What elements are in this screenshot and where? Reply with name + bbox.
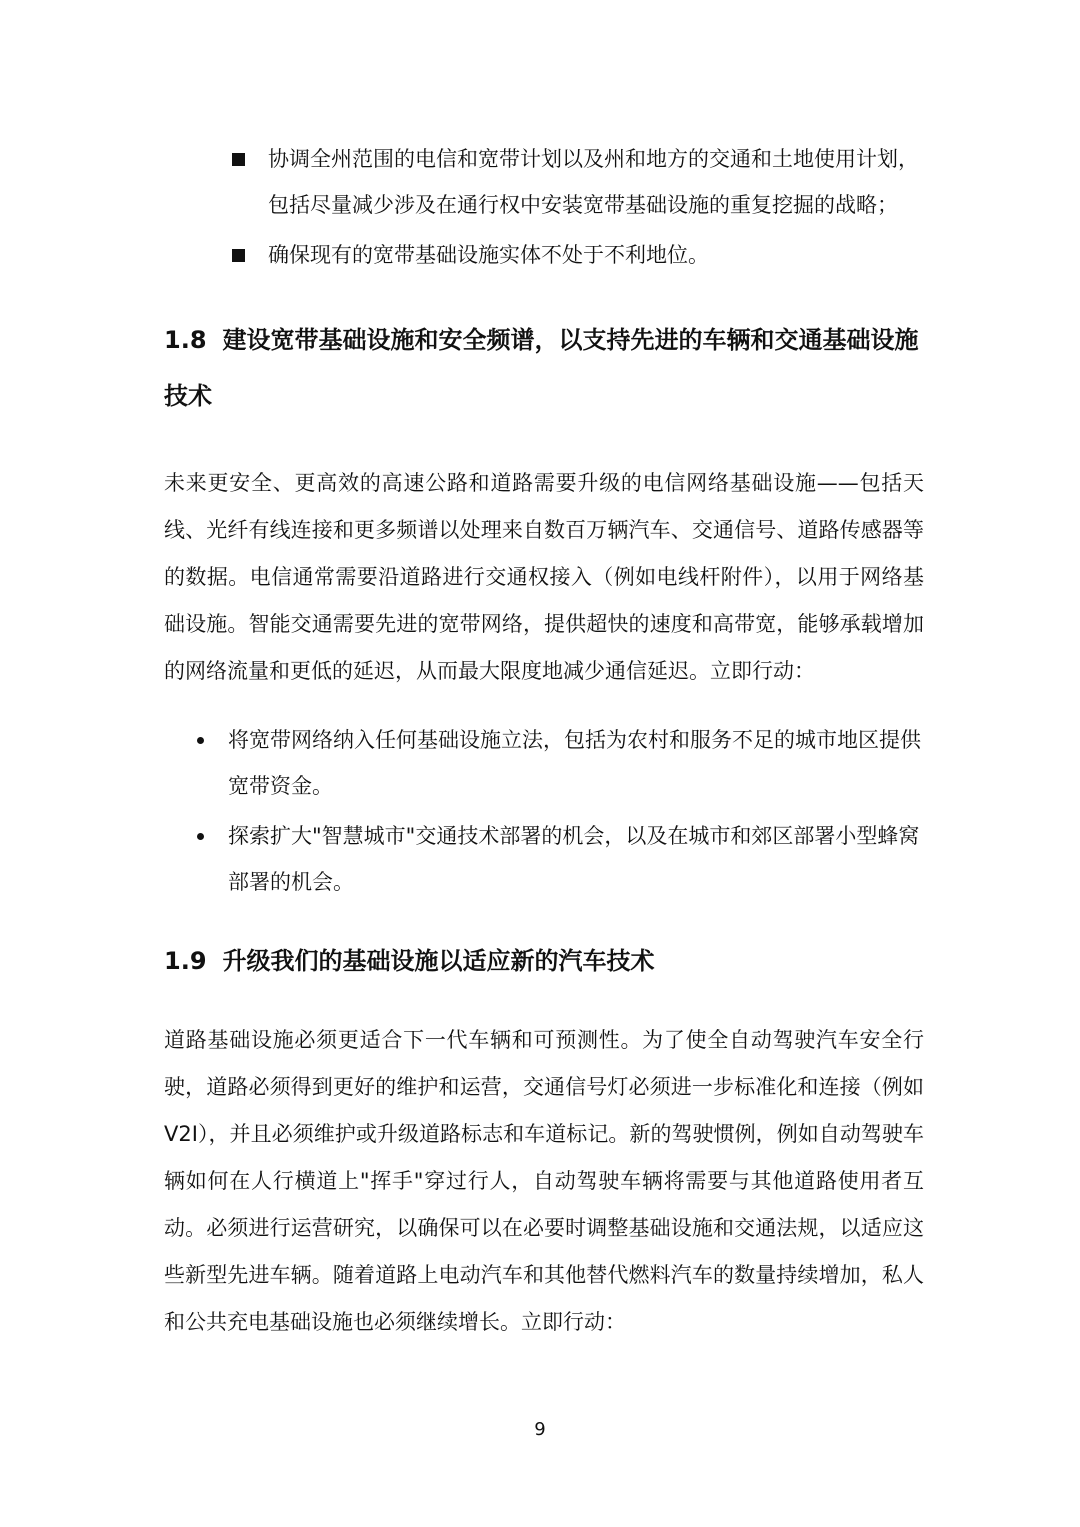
- square-bullet-icon: [232, 249, 245, 262]
- list-item: [164, 717, 924, 809]
- list-item: [164, 232, 924, 278]
- square-bullet-list: [164, 136, 924, 278]
- dot-bullet-list: [164, 717, 924, 905]
- list-item-text: 协调全州范围的电信和宽带计划以及州和地方的交通和土地使用计划，包括尽量减少涉及在通行权中安装宽带基础设施的重复挖掘的战略；: [268, 147, 919, 217]
- list-item: [164, 136, 924, 228]
- list-item-text: 确保现有的宽带基础设施实体不处于不利地位。: [268, 243, 709, 267]
- list-item-text: 将宽带网络纳入任何基础设施立法，包括为农村和服务不足的城市地区提供宽带资金。: [228, 728, 921, 798]
- section-paragraph: 未来更安全、更高效的高速公路和道路需要升级的电信网络基础设施——包括天线、光纤有线连接和更多频谱以处理来自数百万辆汽车、交通信号、道路传感器等的数据。电信通常需要沿道路进行交通权接入（例如电线杆附件），以用于网络基础设施。智能交通需要先进的宽带网络，提供超快的速度和高带宽，能够承载增加的网络流量和更低的延迟，从而最大限度地减少通信延迟。立即行动：: [164, 471, 924, 683]
- square-bullet-icon: [232, 153, 245, 166]
- section-heading-1-8: [164, 312, 924, 424]
- section-number: 1.8: [164, 326, 207, 354]
- section-number: 1.9: [164, 947, 207, 975]
- dot-bullet-icon: [197, 737, 204, 744]
- section-heading-1-9: [164, 933, 924, 989]
- page-number: 9: [534, 1419, 546, 1440]
- list-item: [164, 813, 924, 905]
- section-paragraph: 道路基础设施必须更适合下一代车辆和可预测性。为了使全自动驾驶汽车安全行驶，道路必须得到更好的维护和运营，交通信号灯必须进一步标准化和连接（例如 V2I），并且必须维护或升级道路标志和车道标记。新的驾驶惯例，例如自动驾驶车辆如何在人行横道上"挥手"穿过行人，自动驾驶车辆将需要与其他道路使用者互动。必须进行运营研究，以确保可以在必要时调整基础设施和交通法规，以适应这些新型先进车辆。随着道路上电动汽车和其他替代燃料汽车的数量持续增加，私人和公共充电基础设施也必须继续增长。立即行动：: [164, 1028, 924, 1334]
- page-content: [164, 136, 924, 1346]
- list-item-text: 探索扩大"智慧城市"交通技术部署的机会，以及在城市和郊区部署小型蜂窝部署的机会。: [228, 824, 920, 894]
- dot-bullet-icon: [197, 833, 204, 840]
- section-title: 升级我们的基础设施以适应新的汽车技术: [222, 947, 655, 975]
- section-title: 建设宽带基础设施和安全频谱，以支持先进的车辆和交通基础设施技术: [164, 326, 919, 410]
